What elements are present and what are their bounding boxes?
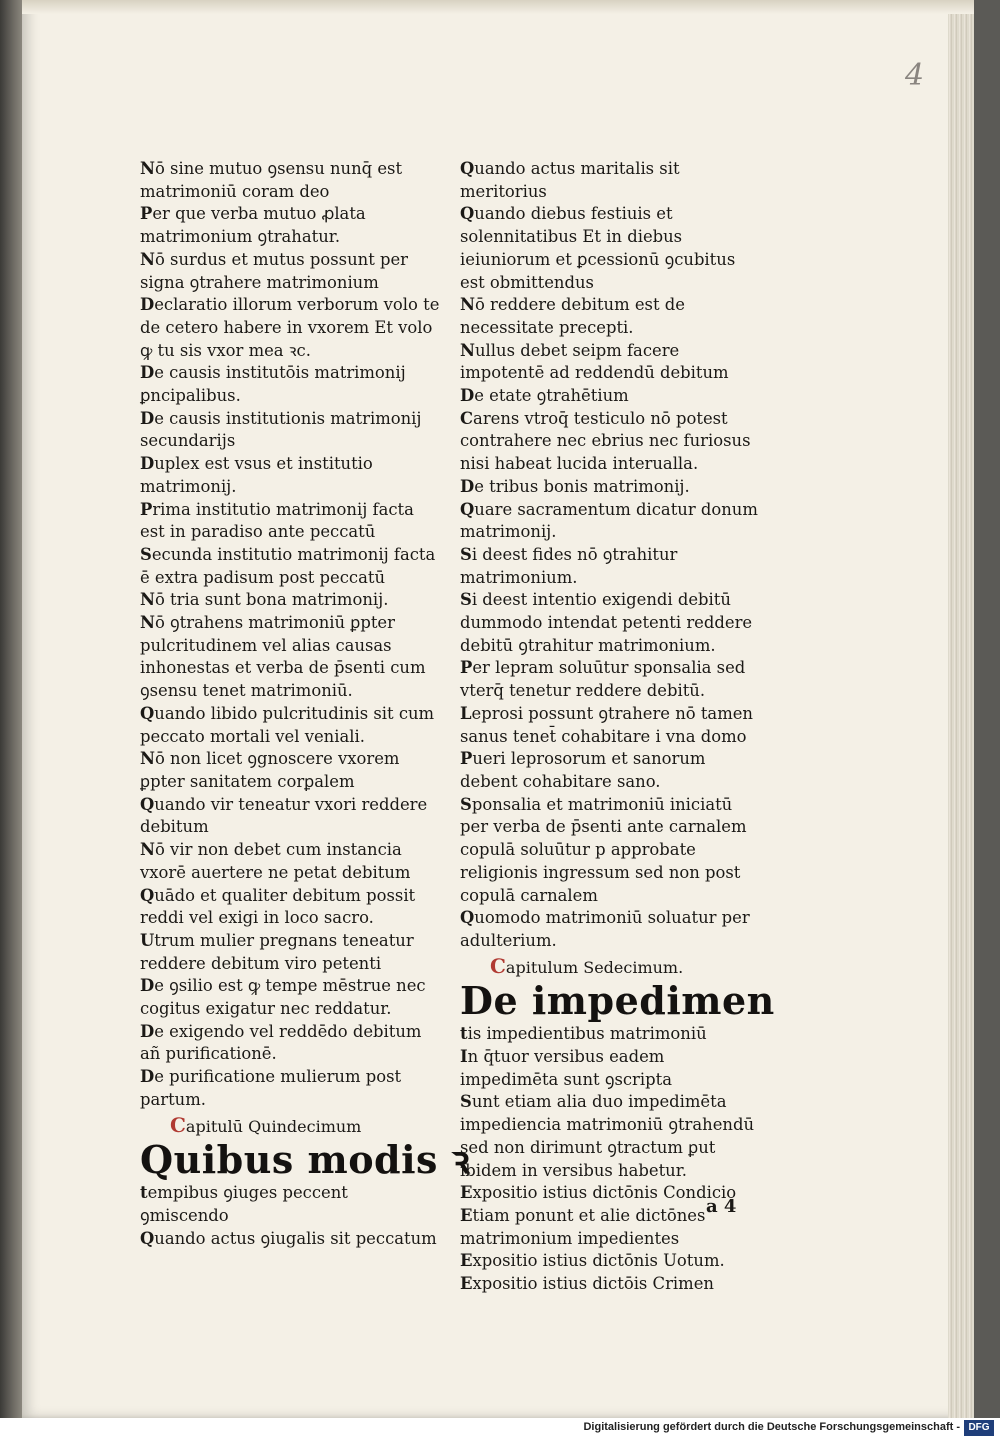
index-entry: Expositio istius dictōis Crimen <box>460 1274 714 1294</box>
index-entry: De ꝯsilio est ꝙ tempe mēstrue nec cogitus exigatur nec reddatur. <box>140 976 426 1019</box>
index-entry: De purificatione mulierum post partum. <box>140 1067 402 1109</box>
footer-credit: Digitalisierung gefördert durch die Deutsche Forschungsgemeinschaft - <box>583 1421 960 1433</box>
index-entry: Quomodo matrimoniū soluatur per adulterium. <box>460 908 750 950</box>
left-chapter-entries <box>140 1182 440 1250</box>
index-entry: Si deest intentio exigendi debitū dummodo intendat petenti reddere debitū ꝯtrahitur matrimonium. <box>460 590 753 655</box>
index-entry: Nō sine mutuo ꝯsensu nunq̄ est matrimoniū coram deo <box>140 159 403 201</box>
right-chapter-head <box>490 955 760 980</box>
index-entry: tempibus ꝯiuges peccent ꝯmiscendo <box>140 1183 348 1225</box>
index-entry: Nō ꝯtrahens matrimoniū ꝑpter pulcritudinem vel alias causas inhonestas et verba de p̄senti cum ꝯsensu tenet matrimoniū. <box>140 613 426 701</box>
index-entry: Expositio istius dictōnis Uotum. <box>460 1251 725 1271</box>
index-entry: Quando actus ꝯiugalis sit peccatum <box>140 1228 437 1248</box>
left-chapter-title: Quibus modis ꝛ <box>140 1137 471 1183</box>
dfg-logo: DFG <box>964 1420 994 1436</box>
left-entries <box>140 158 440 1112</box>
right-column <box>460 158 775 1296</box>
right-entries <box>460 158 760 953</box>
rubric-initial: C <box>490 953 506 978</box>
left-chapter-head <box>170 1114 440 1139</box>
index-entry: Nō tria sunt bona matrimonij. <box>140 590 389 610</box>
index-entry: Quando libido pulcritudinis sit cum peccato mortali vel veniali. <box>140 703 435 746</box>
index-entry: Secunda institutio matrimonij facta ē extra padisum post peccatū <box>140 544 436 587</box>
rubric-initial: C <box>170 1112 186 1137</box>
index-entry: Si deest fides nō ꝯtrahitur matrimonium. <box>460 544 678 587</box>
index-entry: Sunt etiam alia duo impedimēta impediencia matrimoniū ꝯtrahendū sed non dirimunt ꝯtractum ꝑut ibidem in versibus habetur. <box>460 1092 755 1180</box>
index-entry: Per lepram soluūtur sponsalia sed vterq̄ tenetur reddere debitū. <box>460 658 746 701</box>
page-edge <box>948 0 974 1418</box>
chapter-head-text: apitulū Quindecimum <box>185 1116 362 1136</box>
index-entry: De causis institutōis matrimonij ꝑncipalibus. <box>140 363 406 406</box>
index-entry: Quando diebus festiuis et solennitatibus Et in diebus ieiuniorum et ꝑcessionū ꝯcubitus est obmittendus <box>460 204 736 292</box>
index-entry: Pueri leprosorum et sanorum debent cohabitare sano. <box>460 749 706 791</box>
book-spine <box>0 0 22 1418</box>
index-entry: Duplex est vsus et institutio matrimonij. <box>140 454 373 496</box>
signature-mark: a 4 <box>706 1196 737 1217</box>
index-entry: De tribus bonis matrimonij. <box>460 476 690 496</box>
index-entry: Nō reddere debitum est de necessitate precepti. <box>460 295 685 337</box>
left-column <box>140 158 471 1250</box>
index-entry: Nō surdus et mutus possunt per signa ꝯtrahere matrimonium <box>140 249 409 292</box>
index-entry: Declaratio illorum verborum volo te de cetero habere in vxorem Et volo ꝙ tu sis vxor mea ꝛc. <box>140 295 440 360</box>
index-entry: Sponsalia et matrimoniū iniciatū per verba de p̄senti ante carnalem copulā soluūtur p approbate religionis ingressum sed non post copulā carnalem <box>460 794 747 905</box>
index-entry: Etiam ponunt et alie dictōnes matrimonium impedientes <box>460 1205 706 1248</box>
index-entry: tis impedientibus matrimoniū <box>460 1024 707 1044</box>
page-top-edge <box>22 0 974 14</box>
chapter-head-text: apitulum Sedecimum. <box>505 957 684 977</box>
index-entry: De etate ꝯtrahētium <box>460 386 629 406</box>
index-entry: Quando vir teneatur vxori reddere debitum <box>140 794 428 837</box>
index-entry: Nullus debet seipm facere impotentē ad reddendū debitum <box>460 340 729 383</box>
index-entry: Quando actus maritalis sit meritorius <box>460 159 680 201</box>
right-chapter-entries <box>460 1023 760 1295</box>
index-entry: Per que verba mutuo ꝓlata matrimonium ꝯtrahatur. <box>140 204 366 247</box>
index-entry: De exigendo vel reddēdo debitum añ purificationē. <box>140 1021 422 1064</box>
index-entry: In q̄tuor versibus eadem impedimēta sunt ꝯscripta <box>460 1047 672 1089</box>
index-entry: Carens vtroq̄ testiculo nō potest contrahere nec ebrius nec furiosus nisi habeat lucida interualla. <box>460 408 751 474</box>
index-entry: Quare sacramentum dicatur donum matrimonij. <box>460 499 758 542</box>
index-entry: Nō non licet ꝯgnoscere vxorem ꝑpter sanitatem corꝑalem <box>140 749 400 791</box>
index-entry: De causis institutionis matrimonij secundarijs <box>140 408 422 451</box>
index-entry: Expositio istius dictōnis Condicio <box>460 1183 737 1203</box>
index-entry: Quādo et qualiter debitum possit reddi vel exigi in loco sacro. <box>140 885 416 928</box>
index-entry: Prima institutio matrimonij facta est in paradiso ante peccatū <box>140 499 414 542</box>
index-entry: Utrum mulier pregnans teneatur reddere debitum viro petenti <box>140 930 414 973</box>
index-entry: Leprosi possunt ꝯtrahere nō tamen sanus tenet̄ cohabitare i vna domo <box>460 703 753 746</box>
index-entry: Nō vir non debet cum instancia vxorē auertere ne petat debitum <box>140 840 411 882</box>
footer-bar <box>0 1418 1000 1439</box>
right-chapter-title: De impedimen <box>460 978 775 1024</box>
folio-number: 4 <box>905 58 925 93</box>
